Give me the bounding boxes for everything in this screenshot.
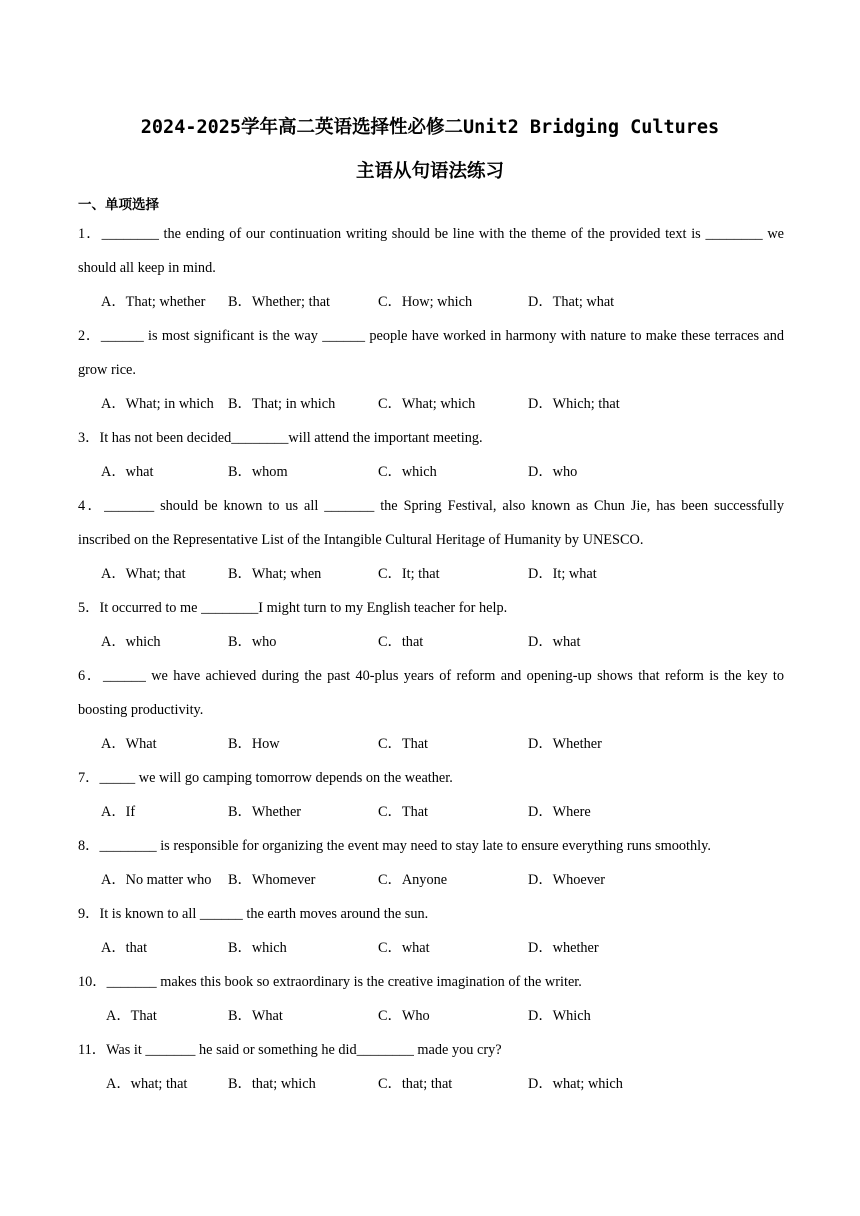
option-d: D．It; what (528, 566, 597, 582)
option-row (78, 387, 784, 421)
option-b: B．What (228, 1008, 283, 1024)
option-row (78, 795, 784, 829)
option-c: C．Who (378, 1008, 430, 1024)
option-row (78, 931, 784, 965)
option-row (78, 863, 784, 897)
question (78, 489, 784, 591)
option-a: A．what (101, 464, 154, 480)
question-stem: 3．It has not been decided________will attend the important meeting. (78, 430, 483, 446)
option-c: C．what (378, 940, 430, 956)
option-b: B．that; which (228, 1076, 316, 1092)
question (78, 1033, 784, 1101)
option-a: A．which (101, 634, 161, 650)
option-c: C．that (378, 634, 424, 650)
option-row (78, 625, 784, 659)
option-c: C．that; that (378, 1076, 453, 1092)
question-stem: 7．_____ we will go camping tomorrow depends on the weather. (78, 770, 453, 786)
option-row (78, 557, 784, 591)
option-d: D．That; what (528, 294, 615, 310)
question-stem: 5．It occurred to me ________I might turn to my English teacher for help. (78, 600, 508, 616)
question (78, 761, 784, 829)
option-b: B．whom (228, 464, 288, 480)
option-row (78, 455, 784, 489)
option-b: B．Whomever (228, 872, 316, 888)
option-b: B．which (228, 940, 287, 956)
option-b: B．Whether (228, 804, 302, 820)
question-stem: 9．It is known to all ______ the earth moves around the sun. (78, 906, 429, 922)
option-c: C．How; which (378, 294, 473, 310)
option-d: D．whether (528, 940, 599, 956)
option-c: C．It; that (378, 566, 440, 582)
option-a: A．That (106, 1008, 157, 1024)
question-list (78, 217, 784, 1101)
option-row (78, 285, 784, 319)
question (78, 965, 784, 1033)
question-stem: 8．________ is responsible for organizing the event may need to stay late to ensure everything runs smoothly. (78, 838, 711, 854)
option-b: B．who (228, 634, 277, 650)
question-stem: 4．_______ should be known to us all _______ the Spring Festival, also known as Chun Jie, has been successfully inscribed on the Representative List of the Intangible Cultural Heritage of Humanity by UNESCO. (78, 498, 784, 548)
option-a: A．That; whether (101, 294, 206, 310)
option-c: C．which (378, 464, 437, 480)
option-c: C．That (378, 804, 429, 820)
question-stem: 11．Was it _______ he said or something he did________ made you cry? (78, 1042, 502, 1058)
question-stem: 6．______ we have achieved during the past 40-plus years of reform and opening-up shows that reform is the key to boosting productivity. (78, 668, 784, 718)
question (78, 829, 784, 897)
question-stem: 1．________ the ending of our continuation writing should be line with the theme of the provided text is ________ we should all keep in mind. (78, 226, 784, 276)
option-row (78, 727, 784, 761)
question (78, 897, 784, 965)
question (78, 659, 784, 761)
question (78, 421, 784, 489)
section-heading: 一、单项选择 (78, 197, 159, 213)
option-c: C．That (378, 736, 429, 752)
option-a: A．What (101, 736, 157, 752)
option-a: A．No matter who (101, 872, 212, 888)
option-d: D．what (528, 634, 581, 650)
option-d: D．Which (528, 1008, 591, 1024)
option-d: D．who (528, 464, 578, 480)
question-stem: 10．_______ makes this book so extraordinary is the creative imagination of the writer. (78, 974, 582, 990)
option-a: A．If (101, 804, 136, 820)
document-title: 2024-2025学年高二英语选择性必修二Unit2 Bridging Cultures (140, 117, 720, 138)
option-row (78, 999, 784, 1033)
option-b: B．What; when (228, 566, 322, 582)
option-d: D．what; which (528, 1076, 623, 1092)
question-stem: 2．______ is most significant is the way ______ people have worked in harmony with nature to make these terraces and grow rice. (78, 328, 784, 378)
option-a: A．What; that (101, 566, 186, 582)
document-subtitle: 主语从句语法练习 (355, 161, 504, 182)
option-a: A．that (101, 940, 148, 956)
question (78, 217, 784, 319)
option-row (78, 1067, 784, 1101)
option-d: D．Whether (528, 736, 602, 752)
option-d: D．Where (528, 804, 591, 820)
question (78, 591, 784, 659)
option-a: A．what; that (106, 1076, 188, 1092)
option-d: D．Which; that (528, 396, 620, 412)
option-b: B．That; in which (228, 396, 336, 412)
option-c: C．Anyone (378, 872, 448, 888)
option-b: B．Whether; that (228, 294, 331, 310)
option-a: A．What; in which (101, 396, 214, 412)
question (78, 319, 784, 421)
option-b: B．How (228, 736, 280, 752)
option-d: D．Whoever (528, 872, 606, 888)
option-c: C．What; which (378, 396, 476, 412)
